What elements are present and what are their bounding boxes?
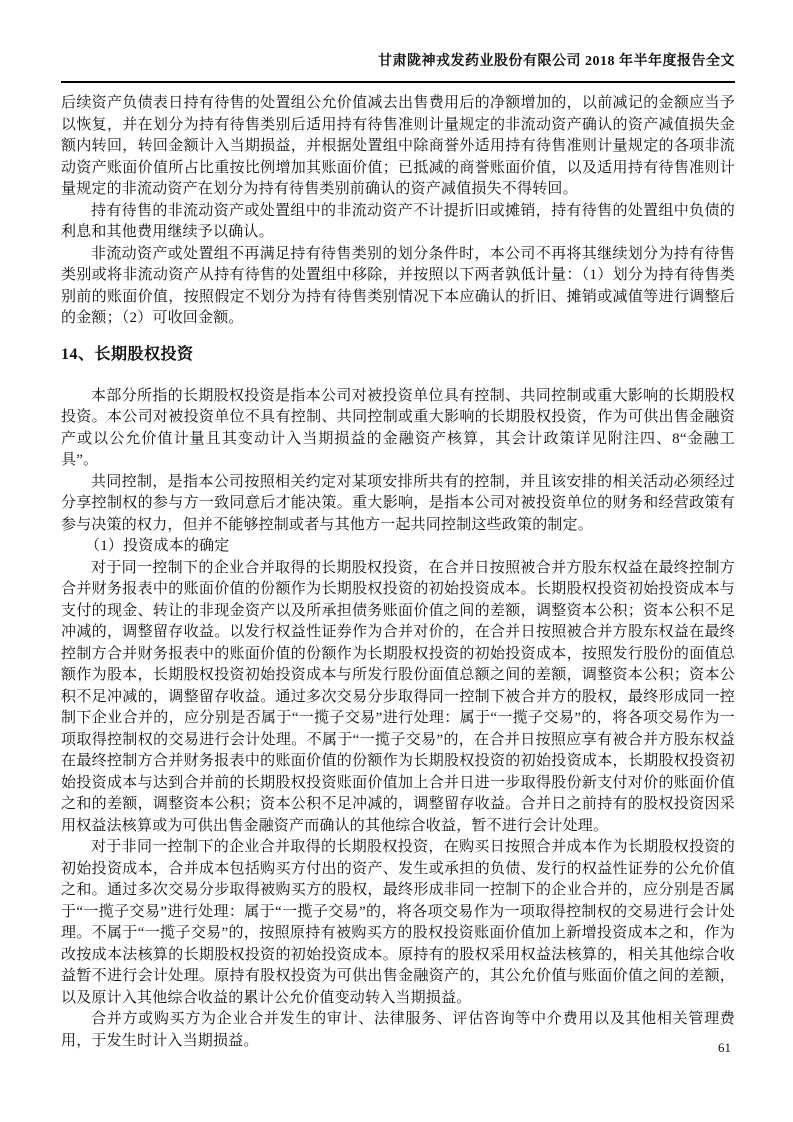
subheading-investment-cost-determination: （1）投资成本的确定 — [85, 538, 230, 554]
report-header-title: 甘肃陇神戎发药业股份有限公司 2018 年半年度报告全文 — [61, 52, 735, 83]
report-body — [61, 93, 735, 1052]
section-heading-long-term-equity-investment: 14、长期股权投资 — [61, 345, 194, 363]
paragraph-no-depreciation-amortization: 持有待售的非流动资产或处置组中的非流动资产不计提折旧或摊销，持有待售的处置组中负债的利息和其他费用继续予以确认。 — [61, 202, 735, 240]
paragraph-same-control-merger: 对于同一控制下的企业合并取得的长期股权投资，在合并日按照被合并方股东权益在最终控制方合并财务报表中的账面价值的份额作为长期股权投资的初始投资成本。长期股权投资初始投资成本与支付的现金、转让的非现金资产以及所承担债务账面价值之间的差额，调整资本公积；资本公积不足冲减的，调整留存收益。以发行权益性证券作为合并对价的，在合并日按照被合并方股东权益在最终控制方合并财务报表中的账面价值的份额作为长期股权投资的初始投资成本，按照发行股份的面值总额作为股本，长期股权投资初始投资成本与所发行股份面值总额之间的差额，调整资本公积；资本公积不足冲减的，调整留存收益。通过多次交易分步取得同一控制下被合并方的股权，最终形成同一控制下企业合并的，应分别是否属于“一揽子交易”进行处理：属于“一揽子交易”的，将各项交易作为一项取得控制权的交易进行会计处理。不属于“一揽子交易”的，在合并日按照应享有被合并方股东权益在最终控制方合并财务报表中的账面价值的份额作为长期股权投资的初始投资成本，长期股权投资初始投资成本与达到合并前的长期股权投资账面价值加上合并日进一步取得股份新支付对价的账面价值之和的差额，调整资本公积；资本公积不足冲减的，调整留存收益。合并日之前持有的股权投资因采用权益法核算或为可供出售金融资产而确认的其他综合收益，暂不进行会计处理。 — [61, 559, 735, 834]
paragraph-held-for-sale-reversal: 后续资产负债表日持有待售的处置组公允价值减去出售费用后的净额增加的，以前减记的金额应当予以恢复，并在划分为持有待售类别后适用持有待售准则计量规定的非流动资产确认的资产减值损失金额内转回，转回金额计入当期损益，并根据处置组中除商誉外适用持有待售准则计量规定的各项非流动资产账面价值所占比重按比例增加其账面价值；已抵减的商誉账面价值，以及适用持有待售准则计量规定的非流动资产在划分为持有待售类别前确认的资产减值损失不得转回。 — [61, 95, 735, 197]
paragraph-reclassification-measurement: 非流动资产或处置组不再满足持有待售类别的划分条件时，本公司不再将其继续划分为持有待售类别或将非流动资产从持有待售的处置组中移除，并按照以下两者孰低计量：（1）划分为持有待售类别前的账面价值，按照假定不划分为持有待售类别情况下本应确认的折旧、摊销或减值等进行调整后的金额；（2）可收回金额。 — [61, 245, 735, 326]
paragraph-non-same-control-merger: 对于非同一控制下的企业合并取得的长期股权投资，在购买日按照合并成本作为长期股权投资的初始投资成本，合并成本包括购买方付出的资产、发生或承担的负债、发行的权益性证券的公允价值之和。通过多次交易分步取得被购买方的股权，最终形成非同一控制下的企业合并的，应分别是否属于“一揽子交易”进行处理：属于“一揽子交易”的，将各项交易作为一项取得控制权的交易进行会计处理。不属于“一揽子交易”的，按照原持有被购买方的股权投资账面价值加上新增投资成本之和，作为改按成本法核算的长期股权投资的初始投资成本。原持有的股权采用权益法核算的，相关其他综合收益暂不进行会计处理。原持有股权投资为可供出售金融资产的，其公允价值与账面价值之间的差额，以及原计入其他综合收益的累计公允价值变动转入当期损益。 — [61, 839, 735, 1006]
paragraph-joint-control-definition: 共同控制，是指本公司按照相关约定对某项安排所共有的控制，并且该安排的相关活动必须经过分享控制权的参与方一致同意后才能决策。重大影响，是指本公司对被投资单位的财务和经营政策有参与决策的权力，但并不能够控制或者与其他方一起共同控制这些政策的制定。 — [61, 473, 735, 533]
paragraph-lte-definition: 本部分所指的长期股权投资是指本公司对被投资单位具有控制、共同控制或重大影响的长期股权投资。本公司对被投资单位不具有控制、共同控制或重大影响的长期股权投资，作为可供出售金融资产或以公允价值计量且其变动计入当期损益的金融资产核算，其会计政策详见附注四、8“金融工具”。 — [61, 387, 735, 468]
page-number: 61 — [718, 1040, 731, 1055]
paragraph-intermediary-fees: 合并方或购买方为企业合并发生的审计、法律服务、评估咨询等中介费用以及其他相关管理费用，于发生时计入当期损益。 — [61, 1011, 735, 1049]
